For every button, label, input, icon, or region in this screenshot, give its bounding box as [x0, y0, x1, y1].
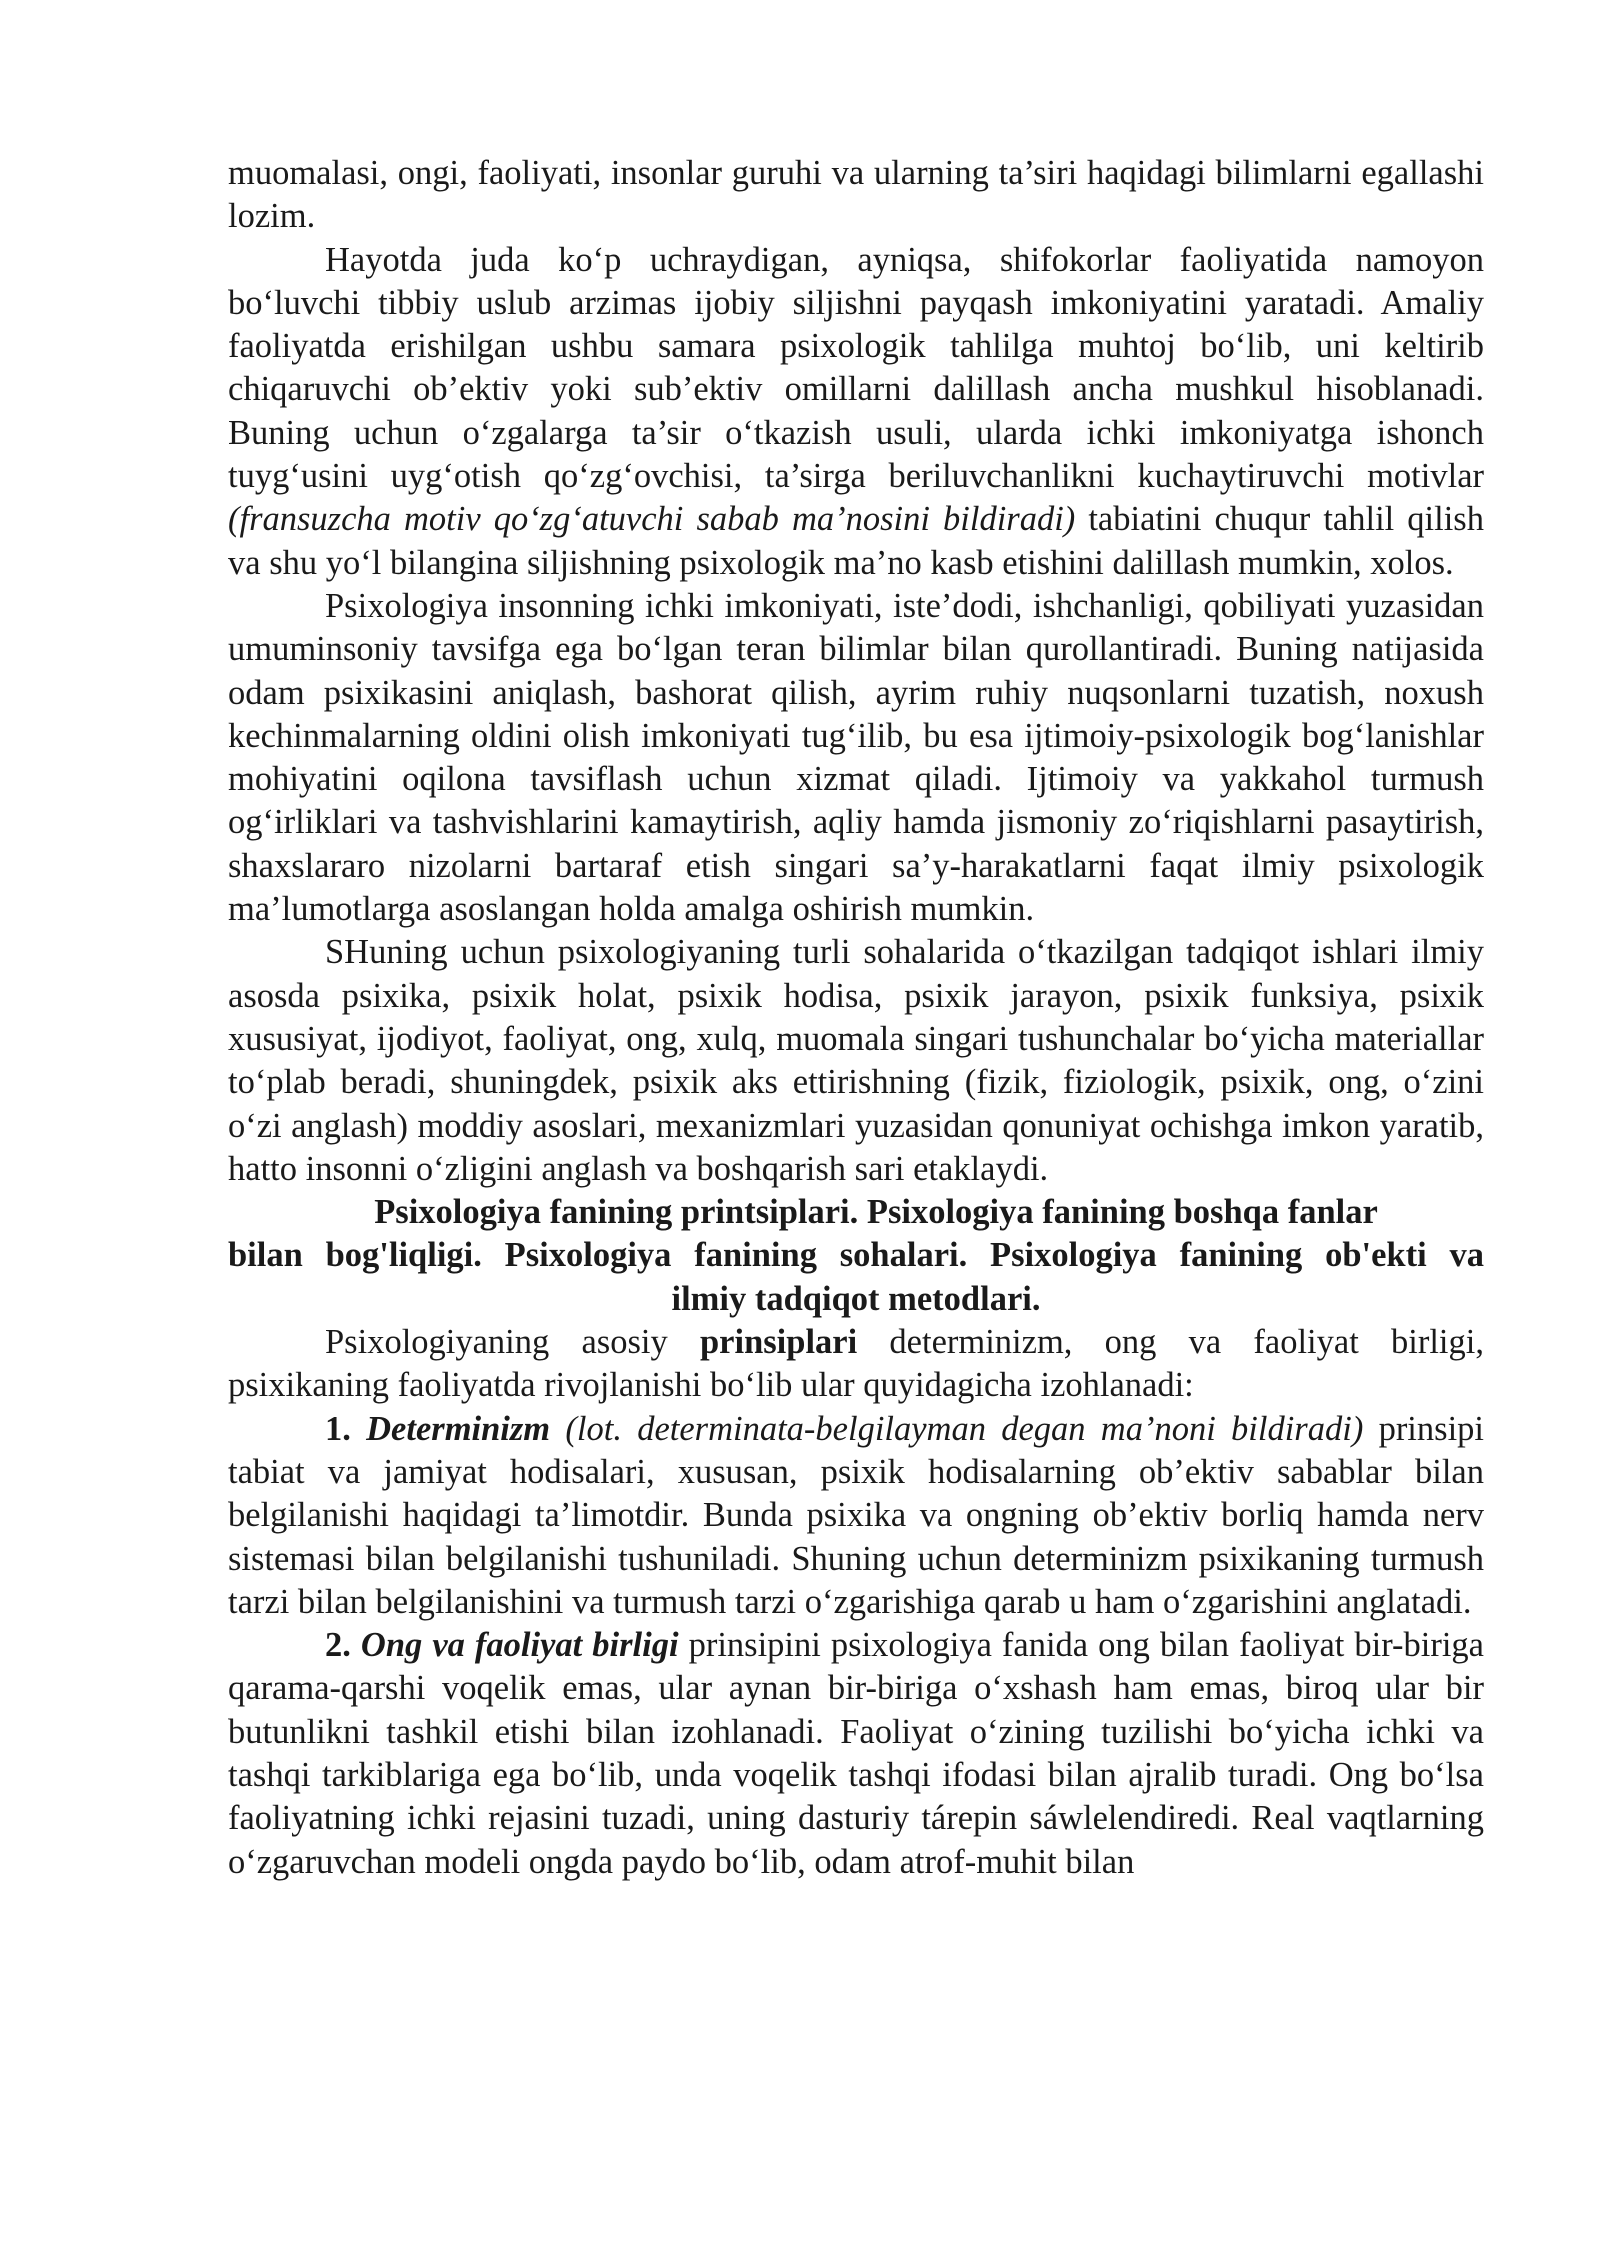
- paragraph-text: tabiatini chuqur tahlil qilish va shu yo‘l bilangina siljishning psixologik ma’no kasb etishini dalillash mumkin, xolos.: [228, 500, 1484, 582]
- bold-italic-term: Determinizm: [366, 1409, 551, 1448]
- list-number: 2.: [325, 1626, 361, 1665]
- paragraph-determinism: [228, 1408, 1484, 1624]
- paragraph-psychology-knowledge: Psixologiya insonning ichki imkoniyati, iste’dodi, ishchanligi, qobiliyati yuzasidan umuminsoniy tavsifga ega bo‘lgan teran bilimlar bilan qurollantiradi. Buning natijasida odam psixikasini aniqlash, bashorat qilish, ayrim ruhiy nuqsonlarni tuzatish, noxush kechinmalarning oldini olish imkoniyati tug‘ilib, bu esa ijtimoiy-psixologik bog‘lanishlar mohiyatini oqilona tavsiflash uchun xizmat qiladi. Ijtimoiy va yakkahol turmush og‘irliklari va tashvishlarini kamaytirish, aqliy hamda jismoniy zo‘riqishlarni pasaytirish, shaxslararo nizolarni bartaraf etish singari sa’y-harakatlarni faqat ilmiy psixologik ma’lumotlarga asoslangan holda amalga oshirish mumkin.: [228, 586, 1484, 929]
- section-heading: [228, 1191, 1484, 1321]
- list-number: 1.: [325, 1409, 367, 1448]
- document-page: [228, 152, 1484, 1884]
- bold-italic-term: Ong va faoliyat birligi: [360, 1626, 679, 1665]
- paragraph-text: prinsipini psixologiya fanida ong bilan faoliyat bir-biriga qarama-qarshi voqelik emas, ular aynan bir-biriga o‘xshash ham emas, biroq ular bir butunlikni tashkil etishi bilan izohlanadi. Faoliyat o‘zining tuzilishi bo‘yicha ichki va tashqi tarkiblariga ega bo‘lib, unda voqelik tashqi ifodasi bilan ajralib turadi. Ong bo‘lsa faoliyatning ichki rejasini tuzadi, uning dasturiy tárepin sáwlelendiredi. Real vaqtlarning o‘zgaruvchan modeli ongda paydo bo‘lib, odam atrof-muhit bilan: [228, 1626, 1484, 1881]
- paragraph-medical-method: [228, 239, 1484, 585]
- paragraph-principles-intro: [228, 1321, 1484, 1408]
- heading-line: bilan bog'liqligi. Psixologiya fanining sohalari. Psixologiya fanining ob'ekti va: [228, 1236, 1484, 1275]
- paragraph-text: Psixologiyaning asosiy: [325, 1323, 700, 1362]
- paragraph-text: Hayotda juda ko‘p uchraydigan, ayniqsa, shifokorlar faoliyatida namoyon bo‘luvchi tibbiy uslub arzimas ijobiy siljishni payqash imkoniyatini yaratadi. Amaliy faoliyatda erishilgan ushbu samara psixologik tahlilga muhtoj bo‘lib, uni keltirib chiqaruvchi ob’ektiv yoki sub’ektiv omillarni dalillash ancha mushkul hisoblanadi. Buning uchun o‘zgalarga ta’sir o‘tkazish usuli, ularda ichki imkoniyatga ishonch tuyg‘usini uyg‘otish qo‘zg‘ovchisi, ta’sirga beriluvchanlikni kuchaytiruvchi motivlar: [228, 240, 1484, 496]
- bold-term: prinsiplari: [699, 1323, 858, 1362]
- paragraph-consciousness-activity: [228, 1624, 1484, 1884]
- heading-line: Psixologiya fanining printsiplari. Psixologiya fanining boshqa fanlar: [374, 1193, 1378, 1232]
- paragraph-text: prinsipi tabiat va jamiyat hodisalari, xususan, psixik hodisalarning ob’ektiv sabablar bilan belgilanishi haqidagi ta’limotdir. Bunda psixika va ongning ob’ektiv borliq hamda nerv sistemasi bilan belgilanishi tushuniladi. Shuning uchun determinizm psixikaning turmush tarzi bilan belgilanishini va turmush tarzi o‘zgarishiga qarab u ham o‘zgarishini anglatadi.: [228, 1409, 1484, 1621]
- paragraph-research-fields: SHuning uchun psixologiyaning turli sohalarida o‘tkazilgan tadqiqot ishlari ilmiy asosda psixika, psixik holat, psixik hodisa, psixik jarayon, psixik funksiya, psixik xususiyat, ijodiyot, faoliyat, ong, xulq, muomala singari tushunchalar bo‘yicha materiallar to‘plab beradi, shuningdek, psixik aks ettirishning (fizik, fiziologik, psixik, ong, o‘zini o‘zi anglash) moddiy asoslari, mexanizmlari yuzasidan qonuniyat ochishga imkon yaratib, hatto insonni o‘zligini anglash va boshqarish sari etaklaydi.: [228, 933, 1484, 1188]
- italic-note: (lot. determinata-belgilayman degan ma’noni bildiradi): [550, 1409, 1364, 1448]
- italic-note: (fransuzcha motiv qo‘zg‘atuvchi sabab ma’nosini bildiradi): [228, 500, 1076, 539]
- heading-line: ilmiy tadqiqot metodlari.: [671, 1279, 1041, 1318]
- paragraph-continuation: muomalasi, ongi, faoliyati, insonlar guruhi va ularning ta’siri haqidagi bilimlarni egallashi lozim.: [228, 154, 1484, 236]
- paragraph-text: determinizm, ong va faoliyat birligi, psixikaning faoliyatda rivojlanishi bo‘lib ular quyidagicha izohlanadi:: [228, 1323, 1484, 1405]
